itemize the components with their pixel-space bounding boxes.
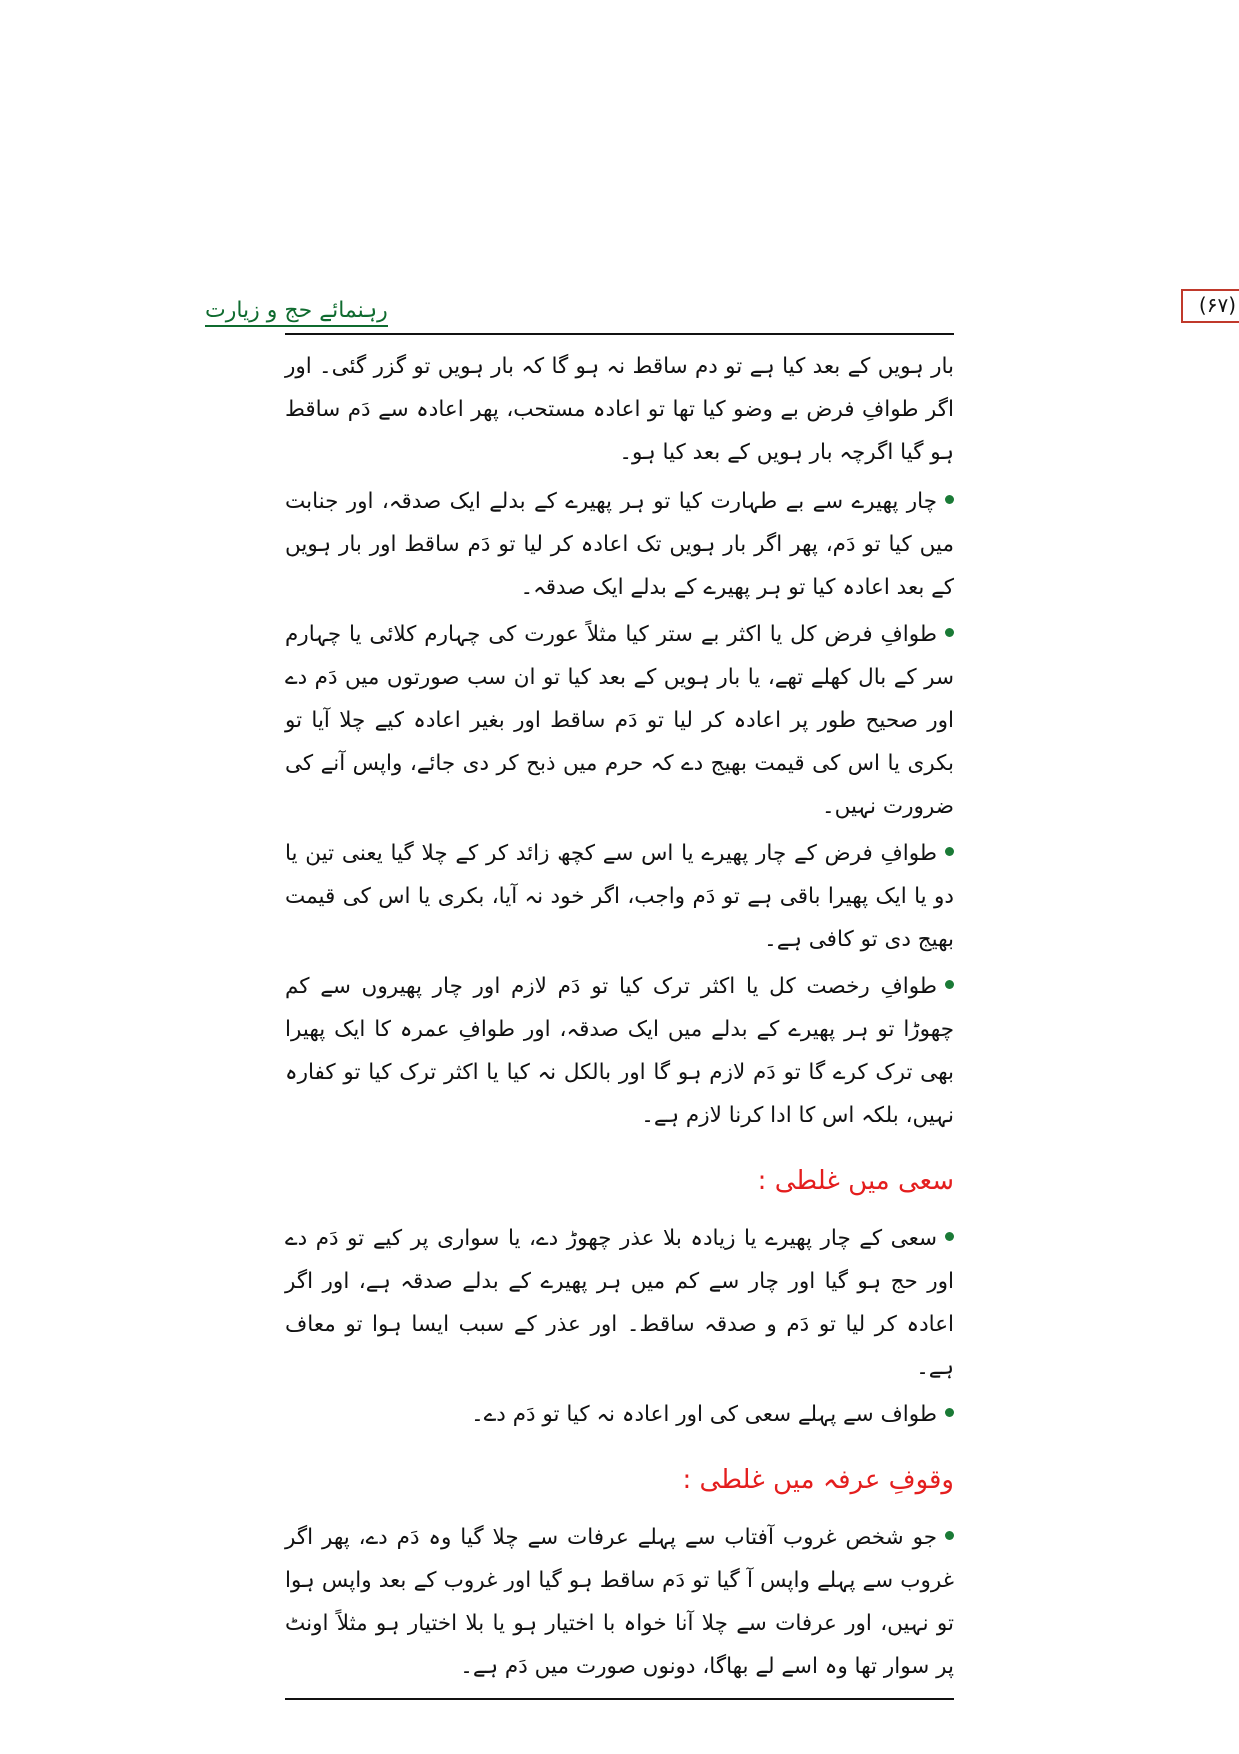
list-item-text: طوافِ رخصت کل یا اکثر ترک کیا تو دَم لازم اور چار پھیروں سے کم چھوڑا تو ہر پھیرے کے بدلے میں ایک صدقہ، اور طوافِ عمرہ کا ایک پھیرا بھی ترک کرے گا تو دَم لازم ہو گا اور بالکل نہ کیا یا اکثر ترک کیا تو کفارہ نہیں، بلکہ اس کا ادا کرنا لازم ہے۔ xyxy=(285,974,954,1128)
bullet-dot-icon xyxy=(945,1408,954,1417)
list-item-text: جو شخص غروب آفتاب سے پہلے عرفات سے چلا گیا وہ دَم دے، پھر اگر غروب سے پہلے واپس آ گیا تو دَم ساقط ہو گیا اور غروب کے بعد واپس ہوا تو نہیں، اور عرفات سے چلا آنا خواہ با اختیار ہو یا بلا اختیار ہو مثلاً اونٹ پر سوار تھا وہ اسے لے بھاگا، دونوں صورت میں دَم ہے۔ xyxy=(285,1525,954,1679)
body-text xyxy=(285,335,954,1688)
bullet-list-sai xyxy=(285,1217,954,1436)
bullet-dot-icon xyxy=(945,495,954,504)
list-item-text: طوافِ فرض کے چار پھیرے یا اس سے کچھ زائد کر کے چلا گیا یعنی تین یا دو یا ایک پھیرا باقی ہے تو دَم واجب، اگر خود نہ آیا، بکری یا اس کی قیمت بھیج دی تو کافی ہے۔ xyxy=(285,841,954,952)
list-item xyxy=(285,480,954,609)
bullet-dot-icon xyxy=(945,980,954,989)
section-heading-sai xyxy=(285,1155,954,1207)
section-heading-sai-text: سعی میں غلطی : xyxy=(757,1166,954,1196)
list-item xyxy=(285,1393,954,1436)
list-item-text: طواف سے پہلے سعی کی اور اعادہ نہ کیا تو دَم دے۔ xyxy=(471,1402,937,1427)
book-title-text: رہنمائے حج و زیارت xyxy=(205,297,388,323)
book-title xyxy=(197,294,396,327)
bullet-dot-icon xyxy=(945,847,954,856)
bullet-dot-icon xyxy=(945,1232,954,1241)
page-number-badge: (۶۷) xyxy=(1181,289,1239,323)
list-item-text: سعی کے چار پھیرے یا زیادہ بلا عذر چھوڑ دے، یا سواری پر کیے تو دَم دے اور حج ہو گیا اور چار سے کم میں ہر پھیرے کے بدلے صدقہ ہے، اور اگر اعادہ کر لیا تو دَم و صدقہ ساقط۔ اور عذر کے سبب ایسا ہوا تو معاف ہے۔ xyxy=(285,1226,954,1380)
bullet-list-wuquf xyxy=(285,1516,954,1688)
page-header xyxy=(205,285,1236,331)
bullet-list-tawaf xyxy=(285,480,954,1137)
section-heading-wuquf-text: وقوفِ عرفہ میں غلطی : xyxy=(682,1465,954,1495)
section-heading-wuquf xyxy=(285,1454,954,1506)
bullet-dot-icon xyxy=(945,1531,954,1540)
bullet-dot-icon xyxy=(945,628,954,637)
list-item xyxy=(285,965,954,1137)
list-item-text: طوافِ فرض کل یا اکثر بے ستر کیا مثلاً عورت کی چہارم کلائی یا چہارم سر کے بال کھلے تھے، یا بار ہویں کے بعد کیا تو ان سب صورتوں میں دَم دے اور صحیح طور پر اعادہ کر لیا تو دَم ساقط اور بغیر اعادہ کیے چلا آیا تو بکری یا اس کی قیمت بھیج دے کہ حرم میں ذبح کر دی جائے، واپس آنے کی ضرورت نہیں۔ xyxy=(285,622,954,819)
page-content xyxy=(205,285,1236,1700)
list-item-text: چار پھیرے سے بے طہارت کیا تو ہر پھیرے کے بدلے ایک صدقہ، اور جنابت میں کیا تو دَم، پھر اگر بار ہویں تک اعادہ کر لیا تو دَم ساقط اور بار ہویں کے بعد اعادہ کیا تو ہر پھیرے کے بدلے ایک صدقہ۔ xyxy=(285,489,954,600)
list-item xyxy=(285,613,954,828)
title-underline xyxy=(205,325,388,327)
footer-divider xyxy=(285,1698,954,1700)
list-item xyxy=(285,1217,954,1389)
list-item xyxy=(285,1516,954,1688)
intro-paragraph: بار ہویں کے بعد کیا ہے تو دم ساقط نہ ہو گا کہ بار ہویں تو گزر گئی۔ اور اگر طوافِ فرض بے وضو کیا تھا تو اعادہ مستحب، پھر اعادہ سے دَم ساقط ہو گیا اگرچہ بار ہویں کے بعد کیا ہو۔ xyxy=(285,354,954,465)
list-item xyxy=(285,832,954,961)
